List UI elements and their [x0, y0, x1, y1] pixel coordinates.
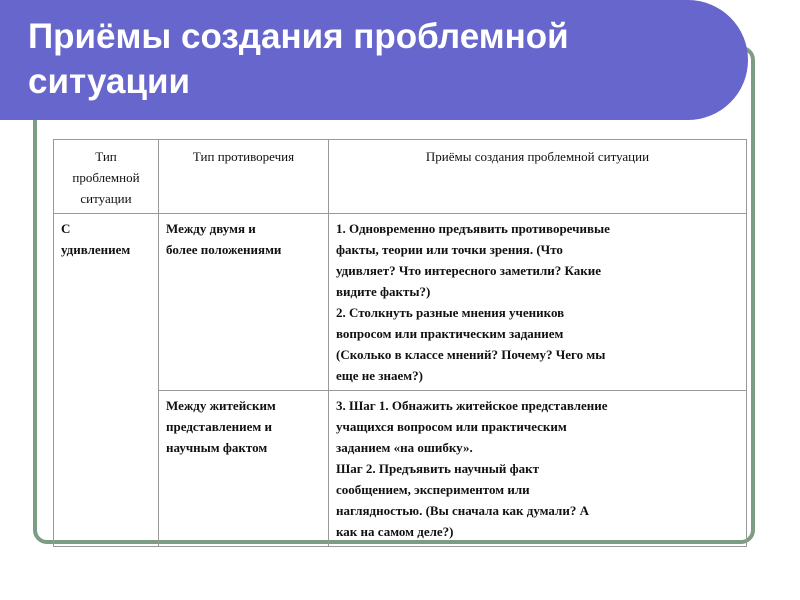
header-situation-type: Тип проблемной ситуации: [54, 140, 159, 214]
methods-cell: 1. Одновременно предъявить противоречивые факты, теории или точки зрения. (Что удивляет? Что интересного заметили? Какие видите факты?) 2. Столкнуть разные мнения учеников вопросом или практическим заданием (Сколько в классе мнений? Почему? Чего мы еще не знаем?): [329, 214, 747, 391]
table-header-row: [54, 140, 747, 214]
contradiction-cell: Между житейским представлением и научным фактом: [159, 391, 329, 547]
table-row: [54, 214, 747, 391]
situation-type-cell: С удивлением: [54, 214, 159, 547]
slide-title: Приёмы создания проблемной ситуации: [28, 17, 569, 101]
header-methods: Приёмы создания проблемной ситуации: [329, 140, 747, 214]
header-contradiction-type: Тип противоречия: [159, 140, 329, 214]
contradiction-cell: Между двумя и более положениями: [159, 214, 329, 391]
methods-table: [53, 139, 747, 547]
title-banner: [0, 0, 748, 120]
methods-cell: 3. Шаг 1. Обнажить житейское представление учащихся вопросом или практическим заданием «на ошибку». Шаг 2. Предъявить научный факт сообщением, экспериментом или наглядностью. (Вы сначала как думали? А как на самом деле?): [329, 391, 747, 547]
